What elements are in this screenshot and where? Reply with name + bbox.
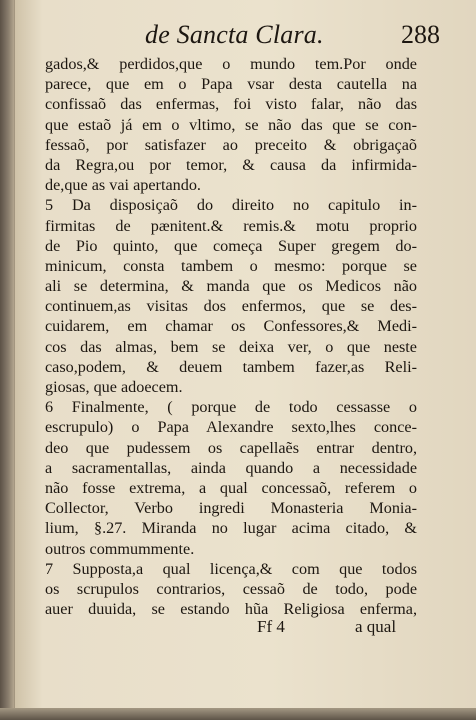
text-line: que estaõ já em o vltimo, se não das que se con- [45, 115, 417, 134]
text-line: cuidarem, em chamar os Confessores,& Medi- [45, 317, 417, 336]
text-line: ali se determina, & manda que os Medicos não [45, 277, 417, 296]
signature-mark: Ff 4 [257, 617, 285, 636]
text-line: escrupulo) o Papa Alexandre sexto,lhes conce- [45, 418, 417, 437]
text-line: minicum, consta tambem o mesmo: porque se [45, 256, 417, 275]
text-line: lium, §.27. Miranda no lugar acima citado, & [45, 519, 417, 538]
book-page [14, 0, 476, 708]
text-line: 7 Supposta,a qual licença,& com que todos [45, 559, 417, 578]
text-line: giosas, que adoecem. [45, 378, 183, 396]
text-line: da Regra,ou por temor, & causa da infirmida- [45, 155, 417, 174]
catchword: a qual [355, 617, 397, 636]
text-line: outros commummente. [45, 539, 195, 558]
text-line: gados,& perdidos,que o mundo tem.Por onde [45, 55, 417, 73]
text-line: firmitas de pænitent.& remis.& motu proprio [45, 216, 417, 235]
book-spine-shadow [0, 0, 14, 720]
running-head [15, 18, 476, 52]
text-line: os scrupulos contrarios, cessaõ de todo, pode [45, 579, 417, 598]
page-number: 288 [401, 20, 440, 49]
text-line: de Pio quinto, que começa Super gregem do- [45, 236, 417, 255]
text-line: auer duuida, se estando hũa Religiosa enferma, [45, 600, 417, 619]
text-line: caso,podem, & deuem tambem fazer,as Reli- [45, 357, 417, 376]
page-footer [15, 617, 476, 641]
text-line: de,que as vai apertando. [45, 176, 201, 195]
text-line: confissaõ das enfermas, foi visto falar, não das [45, 95, 417, 114]
text-line: não fosse extrema, a qual concessaõ, referem o [45, 478, 417, 497]
text-line: a sacramentallas, ainda quando a necessidade [45, 458, 417, 477]
text-line: 5 Da disposiçaõ do direito no capitulo in- [45, 196, 417, 215]
text-line: deo que pudessem os capellaẽs entrar dentro, [45, 438, 417, 457]
page-bottom-edge [0, 708, 476, 720]
text-line: cos das almas, bem se deixa ver, o que neste [45, 337, 417, 356]
text-line: parece, que em o Papa vsar desta cautella na [45, 75, 417, 94]
running-title: de Sancta Clara. [145, 20, 324, 49]
text-line: fessaõ, por satisfazer ao preceito & obrigaçaõ [45, 135, 417, 154]
text-line: 6 Finalmente, ( porque de todo cessasse o [45, 398, 417, 417]
text-line: Collector, Verbo ingredi Monasteria Monia- [45, 499, 417, 518]
text-line: continuem,as visitas dos enfermos, que se des- [45, 297, 417, 316]
body-text [45, 54, 417, 619]
